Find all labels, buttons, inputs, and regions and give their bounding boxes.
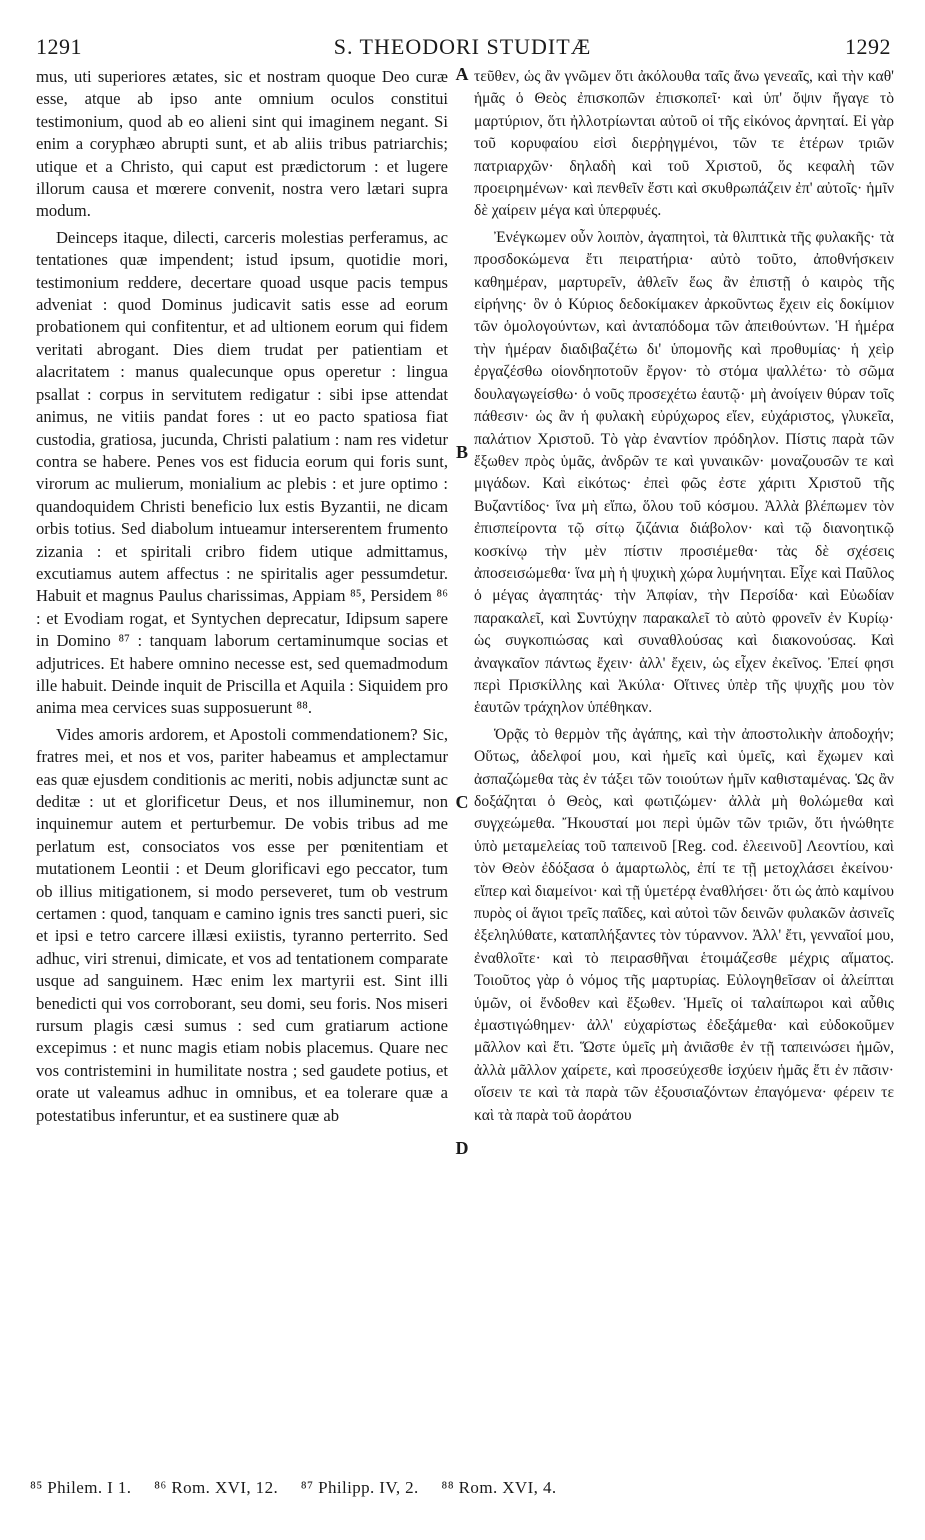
- greek-paragraph: Ὁρᾷς τὸ θερμὸν τῆς ἀγάπης, καὶ τὴν ἀποστολικὴν ἀποδοχήν; Οὕτως, ἀδελφοί μου, καὶ ἡμεῖς καὶ ὑμεῖς, καὶ ἔχωμεν καὶ ἀσπαζώμεθα τὰς ἐν τάξει τῶν τοιούτων ἡμῖν καθισταμένας. Ὡς ἂν δοξάζηται ὁ Θεὸς, καὶ φωτιζώμεν· ἀλλὰ μὴ θολώμεθα καὶ συγχεώμεθα. Ἤκουσταί μοι περὶ ὑμῶν τῶν τριῶν, ὅτι ἡνώθητε ὑπὸ μεταμελείας τοῦ ταπεινοῦ [Reg. cod. ἐλεεινοῦ] Λεοντίου, καὶ τὸν Θεὸν ἐδόξασα ὁ ἁμαρτωλὸς, ἐπί τε τῇ μετοχλάσει ἐκείνου· εἴπερ καὶ διαμείνοι· καὶ τῇ ὑμετέρᾳ ἐναθλήσει· ὅτι ὡς ἀπὸ καμίνου πυρὸς οἱ ἅγιοι τρεῖς παῖδες, καὶ αὐτοὶ τῶν δεινῶν φυλακῶν ἀσινεῖς ἐξεληλύθατε, καταπλήξαντες τὸν τύραννον. Ἀλλ' ἔτι, γενναῖοί μου, ἐναθλοῖτε· καὶ τὸ πειρασθῆναι ἑτοιμάζεσθε μέχρις αἵματος. Τοιοῦτος γὰρ ὁ νόμος τῆς μαρτυρίας. Εὐλογηθεῖσαν οἱ ἀλείπται ὑμῶν, οἱ ἔνδοθεν καὶ ἔξωθεν. Ἡμεῖς οἱ ταλαίπωροι καὶ αὖθις ἐμαστιγώθημεν· ἀλλ' εὐχαρίστως ἐδεξάμεθα· καὶ εὐδοκοῦμεν μᾶλλον καὶ ἔτι. Ὥστε ὑμεῖς μὴ ἀνιᾶσθε ἐν τῇ ταπεινώσει ἡμῶν, ἀλλὰ μᾶλλον χαίρετε, καὶ προσεύχεσθε ἰσχύειν ἡμᾶς ἔτι ἐν πᾶσιν· οἵσειν τε καὶ τὰ παρὰ τῶν ἐξουσιαζόντων ἐπαγόμενα· φέρειν τε καὶ τὰ παρὰ τοῦ ἀοράτου: [474, 725, 894, 1124]
- latin-column: [36, 66, 448, 1446]
- greek-paragraph: τεῦθεν, ὡς ἂν γνῶμεν ὅτι ἀκόλουθα ταῖς ἄνω γενεαῖς, καὶ τὴν καθ' ἡμᾶς ὁ Θεὸς ἐπισκοπῶν ἐπισκοπεῖ· καὶ ὑπ' ὄψιν ἤγαγε τὸ μαρτύριον, ὅτι ἠλλοτρίωνται αὐτοῦ οἱ τῆς εἰκόνος ἀρνηταί. Εἰ γὰρ τοῦ κορυφαίου εἰσὶ διερῤηγμένοι, τῶν τε ἑτέρων τριῶν πατριαρχῶν· δηλαδὴ καὶ τοῦ Χριστοῦ, ὅς κεφαλὴ τῶν προειρημένων· καὶ πενθεῖν ἔστι καὶ σκυθρωπάζειν ἐπ' αὐτοῖς· ἡμῖν δὲ χαίρειν μέγα καὶ ὑπερφυές.: [474, 68, 894, 220]
- margin-marker-a: A: [455, 64, 469, 84]
- latin-paragraph: mus, uti superiores ætates, sic et nostram quoque Deo curæ esse, atque ab ipso ante omnium oculos constitui testimonium, quod ab eo alieni sint qui imaginem negant. Si enim a coryphæo abrupti sunt, et ab aliis tribus patriarchis; utique et a Christo, qui caput est prædictorum : et lugere illorum causa et mœrere convenit, nostra vero lætari supra modum.: [36, 67, 448, 221]
- page-number-right: 1292: [845, 34, 891, 59]
- footnote: ⁸⁸ Rom. XVI, 4.: [441, 1478, 557, 1497]
- page-header: [0, 0, 925, 60]
- footnotes: [30, 1478, 900, 1498]
- margin-marker-c: C: [455, 792, 469, 812]
- page-number-left: 1291: [36, 34, 82, 59]
- footnote: ⁸⁷ Philipp. IV, 2.: [300, 1478, 419, 1497]
- footnote: ⁸⁵ Philem. I 1.: [30, 1478, 132, 1497]
- greek-column: [474, 66, 894, 1446]
- footnote: ⁸⁶ Rom. XVI, 12.: [154, 1478, 279, 1497]
- greek-paragraph: Ἐνέγκωμεν οὖν λοιπὸν, ἀγαπητοὶ, τὰ θλιπτικὰ τῆς φυλακῆς· τὰ προσδοκώμενα ἔτι πειρατήρια· αὐτὸ τοῦτο, ἀποθνήσκειν καθημέραν, μαρτυρεῖν, ἀθλεῖν ἕως ἂν ἐπιστῇ ὁ καιρὸς τῆς εἰρήνης· ὃν ὁ Κύριος δεδοκίμακεν ἀρκοῦντως ἔχειν εἰς δοκίμιον τῶν ὁμολογούντων, καὶ ἀνταπόδομα τῶν ἀπειθούντων. Ἡ ἡμέρα τὴν ἡμέραν διαδιβαζέτω δι' ὑπομονῆς καὶ προθυμίας· ἡ χεὶρ ἐργαζέσθω οἱονδηποτοῦν ἔργον· τὸ στόμα ψαλλέτω· τὸ σῶμα δουλαγωγείσθω· ὁ νοῦς προσεχέτω ἑαυτῷ· μὴ ἀνοίγειν θύραν τοῖς πάθεσιν· ὡς ἂν ἡ φυλακὴ εὐρύχωρος εἴεν, εὐχάριστος, γλυκεῖα, παλάτιον Χριστοῦ. Τὸ γὰρ ἐναντίον πρόδηλον. Πίστις παρὰ τῶν ἔξωθεν πρὸς ὑμᾶς, ἀνδρῶν τε καὶ γυναικῶν· μοναζουσῶν τε καὶ μιγάδων. Καὶ εἰκότως· ἐπεὶ φῶς ἐστε χάριτι Χριστοῦ τῆς Βυζαντίδος· ἵνα μὴ εἴπω, ὅλου τοῦ κόσμου. Ἀλλὰ βλέπωμεν τὸν ἐπισπείροντα τῷ σίτῳ ζιζάνια διάβολον· καὶ τῷ διανοητικῷ κοσκίνῳ τὴν μὲν πίστιν προσιέμεθα· τὰς δὲ σχέσεις ἀποσεισώμεθα· ἵνα μὴ ἡ ψυχικὴ χώρα λυμήνηται. Εἶχε καὶ Παῦλος ὁ μέγας ἀγαπητάς· τὴν Ἀπφίαν, τὴν Περσίδα· καὶ Εὐωδίαν παρακαλεῖ, καὶ Συντύχην παρακαλεῖ τὸ αὐτὸ φρονεῖν ἐν Κυρίῳ· ὡς συγκοπιώσας καὶ συναθλούσας καὶ διακονούσας. Καὶ ἀναγκαῖον πάντως ἔχειν· ἀλλ' ἔχειν, ὡς εἶχεν ἐκεῖνος. Ἐπεί φησι περὶ Πρισκίλλης καὶ Ἀκύλα· Οἵτινες ὑπὲρ τῆς ψυχῆς μου τὸν ἑαυτῶν τράχηλον ὑπέθηκαν.: [474, 228, 894, 717]
- running-head: S. THEODORI STUDITÆ: [333, 34, 592, 59]
- latin-paragraph: Vides amoris ardorem, et Apostoli commendationem? Sic, fratres mei, et nos et vos, pariter habeamus et amplectamur eas quæ ejusdem conditionis ac meriti, nobis adjunctæ sunt ac deditæ : ut et glorificetur Deus, et nos illuminemur, non inquinemur autem et perturbemur. De vobis tribus ad me perlatum est, consociatos vos esse per pœnitentiam et mutationem Leontii : et Deum glorificavi ego peccator, tum ob illius mitigationem, si modo perseveret, tum ob vestrum certamen : quod, tanquam e camino ignis tres sancti pueri, sic et ipsi e tetro carcere illæsi exiistis, tyranno perterrito. Sed adhuc, viri strenui, dimicate, et vos ad tentationem comparate usque ad sanguinem. Hæc enim lex martyrii est. Sint illi benedicti qui vos corroborant, seu domi, seu foris. Nos miseri rursum plagis cæsi sumus : sed cum gratiarum actione excepimus : et nunc magis etiam nobis placemus. Quare nec vos contristemini in humilitate nostra ; sed gaudete potius, et orate ut valeamus adhuc in omnibus, et ea tolerare quæ a potestatibus inferuntur, et ea sustinere quæ ab: [36, 724, 448, 1125]
- latin-paragraph: Deinceps itaque, dilecti, carceris molestias perferamus, ac tentationes quæ impendent; istud ipsum, quotidie mori, testimonium reddere, decertare quoad usque pacis tempus adveniat : quod Dominus judicavit satis esse ad eorum probationem qui confitentur, et ad ultionem eorum qui fidem veritati abrogant. Dies diem trudat per patientiam et alacritatem : manus qualecunque opus operetur : lingua psallat : corpus in servitutem redigatur : sibi ipse attendat animus, ne vitiis pandat fores : ut eo pacto spatiosa fiat custodia, gratiosa, jucunda, Christi palatium : nam res videtur contra se habere. Penes vos est fiducia eorum qui foris sunt, virorum ac mulierum, monialium ac plebis : et jure optimo : quandoquidem Christi beneficio lux estis Byzantii, ne dicam orbis totius. Sed diabolum intueamur interserentem frumento zizania : et spiritali cribro fidem utique admittamus, excutiamus autem affectus : ne spiritalis ager pessumdetur. Habuit et magnus Paulus charissimas, Appiam ⁸⁵, Persidem ⁸⁶ : et Evodiam rogat, et Syntychen deprecatur, Idipsum sapere in Domino ⁸⁷ : tanquam laborum certaminumque socias et adjutrices. Et habere omnino necesse est, sed quemadmodum ille habuit. Deinde inquit de Priscilla et Aquila : Siquidem pro anima mea cervices suas supposuerunt ⁸⁸.: [36, 227, 448, 718]
- margin-marker-d: D: [455, 1138, 469, 1158]
- margin-marker-b: B: [455, 442, 468, 462]
